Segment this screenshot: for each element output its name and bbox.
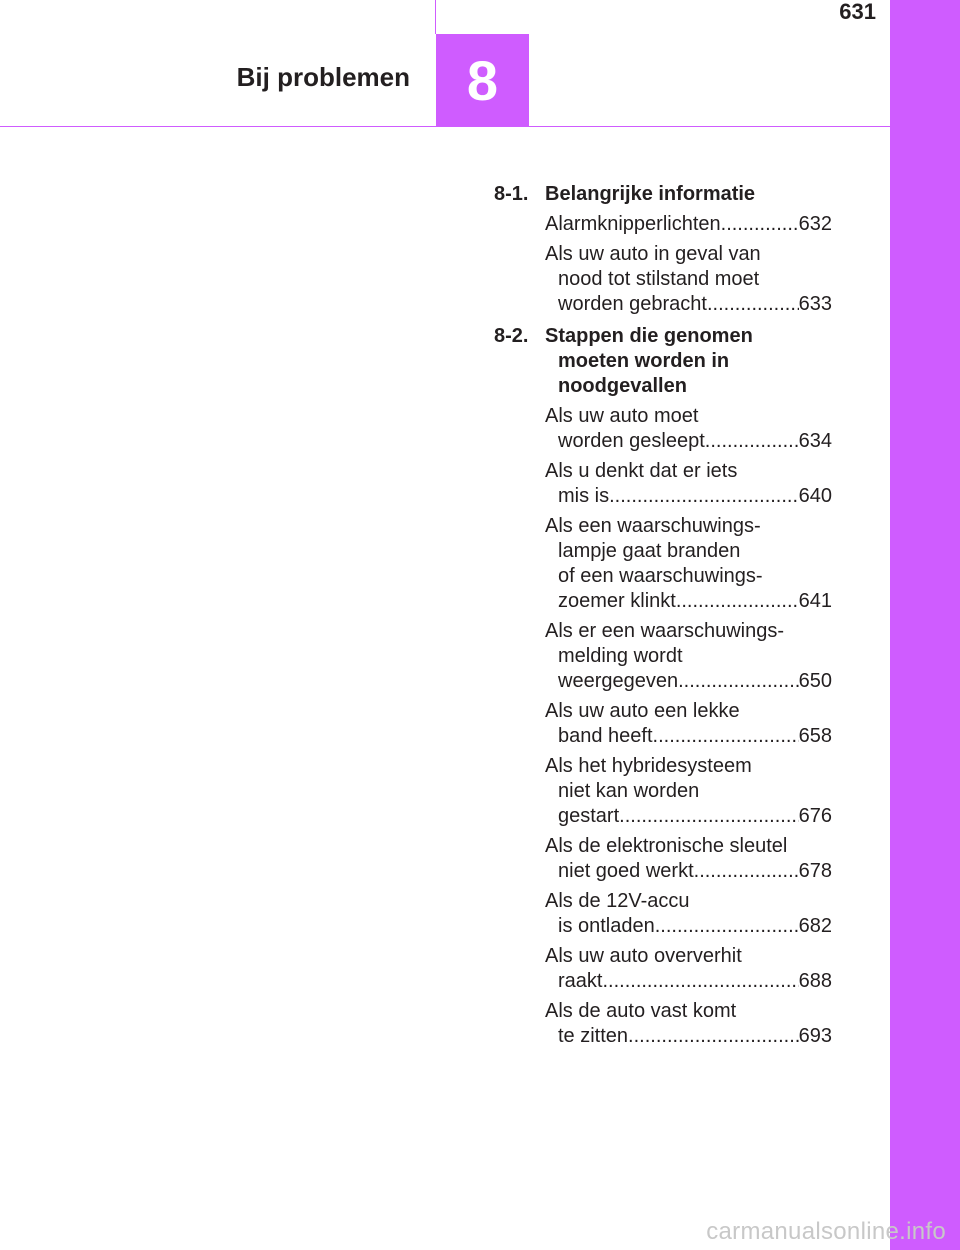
entry-text-line: Als uw auto een lekke	[545, 700, 740, 722]
entry-last-line	[545, 429, 832, 454]
page-number: 631	[839, 0, 876, 24]
entry-last-line	[545, 724, 832, 749]
toc-entry[interactable]	[494, 754, 832, 829]
entry-text-line: Als uw auto in geval van	[545, 243, 761, 265]
entry-text-line: te zitten	[558, 1025, 629, 1047]
entry-text-line: Als het hybridesysteem	[545, 755, 752, 777]
dot-leader	[705, 429, 799, 454]
section-heading[interactable]	[494, 324, 832, 399]
entry-page-number: 678	[798, 860, 832, 882]
entry-text-line: lampje gaat branden	[558, 540, 741, 562]
toc-entry[interactable]	[494, 242, 832, 317]
entry-page-number: 632	[798, 213, 832, 235]
entry-text-line: niet goed werkt	[558, 860, 694, 882]
dot-leader	[707, 292, 799, 317]
entry-last-line	[545, 669, 832, 694]
section-title-line: noodgevallen	[558, 375, 687, 397]
entry-text-line: Als de elektronische sleutel	[545, 835, 788, 857]
entry-text-line: weergegeven	[558, 670, 679, 692]
toc-entry[interactable]	[494, 889, 832, 939]
dot-leader	[694, 859, 799, 884]
entry-last-line	[545, 1024, 832, 1049]
section-title-line: Stappen die genomen	[545, 325, 753, 347]
entry-text-line: niet kan worden	[558, 780, 700, 802]
dot-leader	[609, 484, 799, 509]
entry-page-number: 650	[798, 670, 832, 692]
toc-entry[interactable]	[494, 212, 832, 237]
dot-leader	[721, 212, 799, 237]
dot-leader	[655, 914, 799, 939]
dot-leader	[628, 1024, 799, 1049]
toc-entry[interactable]	[494, 619, 832, 694]
entry-text-line: Als de auto vast komt	[545, 1000, 737, 1022]
entry-text-line: Als uw auto oververhit	[545, 945, 742, 967]
entry-text-line: Als een waarschuwings-	[545, 515, 761, 537]
entry-last-line	[545, 292, 832, 317]
toc-entry[interactable]	[494, 699, 832, 749]
entry-page-number: 682	[798, 915, 832, 937]
section-title-line: moeten worden in	[558, 350, 730, 372]
entry-text-line: Alarmknipperlichten	[545, 213, 721, 235]
entry-text-line: Als u denkt dat er iets	[545, 460, 738, 482]
dot-leader	[676, 589, 799, 614]
entry-text-line: Als er een waarschuwings-	[545, 620, 784, 642]
toc-entry[interactable]	[494, 404, 832, 454]
entry-page-number: 688	[798, 970, 832, 992]
chapter-tab-bar	[890, 0, 960, 1250]
entry-page-number: 676	[798, 805, 832, 827]
chapter-number: 8	[466, 49, 499, 112]
toc-entry[interactable]	[494, 514, 832, 614]
entry-page-number: 641	[798, 590, 832, 612]
entry-text-line: is ontladen	[558, 915, 655, 937]
entry-last-line	[545, 859, 832, 884]
toc-entry[interactable]	[494, 459, 832, 509]
dot-leader	[658, 724, 799, 749]
toc-entry[interactable]	[494, 834, 832, 884]
entry-text-line: worden gesleept	[558, 430, 705, 452]
entry-text-line: melding wordt	[558, 645, 683, 667]
toc-entry[interactable]	[494, 944, 832, 994]
section-title-line: Belangrijke informatie	[545, 183, 756, 205]
entry-text-line: worden gebracht	[558, 293, 707, 315]
chapter-number-box	[436, 34, 529, 127]
table-of-contents	[494, 182, 832, 1056]
entry-text-line: Als de 12V-accu	[545, 890, 690, 912]
dot-leader	[608, 969, 799, 994]
entry-last-line	[545, 914, 832, 939]
section-number: 8-1.	[494, 183, 529, 205]
section-title	[545, 324, 832, 399]
toc-section	[494, 182, 832, 317]
entry-text-line: nood tot stilstand moet	[558, 268, 760, 290]
entry-text-line: band heeft.	[558, 725, 659, 747]
entry-last-line	[545, 484, 832, 509]
entry-last-line	[545, 969, 832, 994]
entry-last-line	[545, 589, 832, 614]
entry-text-line: zoemer klinkt	[558, 590, 676, 612]
section-title	[545, 182, 832, 207]
chapter-title: Bij problemen	[236, 62, 410, 92]
dot-leader	[678, 669, 799, 694]
entry-text-line: gestart.	[558, 805, 625, 827]
entry-page-number: 693	[798, 1025, 832, 1047]
entry-text-line: raakt.	[558, 970, 609, 992]
entry-last-line	[545, 804, 832, 829]
section-number: 8-2.	[494, 325, 529, 347]
entry-page-number: 658	[798, 725, 832, 747]
dot-leader	[625, 804, 799, 829]
entry-text-line: of een waarschuwings-	[558, 565, 763, 587]
toc-section	[494, 324, 832, 1049]
entry-page-number: 633	[798, 293, 832, 315]
header-divider-vertical	[435, 0, 436, 34]
entry-text-line: Als uw auto moet	[545, 405, 699, 427]
section-heading[interactable]	[494, 182, 832, 207]
entry-text-line: mis is	[558, 485, 610, 507]
toc-entry[interactable]	[494, 999, 832, 1049]
entry-last-line	[545, 212, 832, 237]
entry-page-number: 634	[798, 430, 832, 452]
watermark: carmanualsonline.info	[706, 1218, 946, 1245]
entry-page-number: 640	[798, 485, 832, 507]
